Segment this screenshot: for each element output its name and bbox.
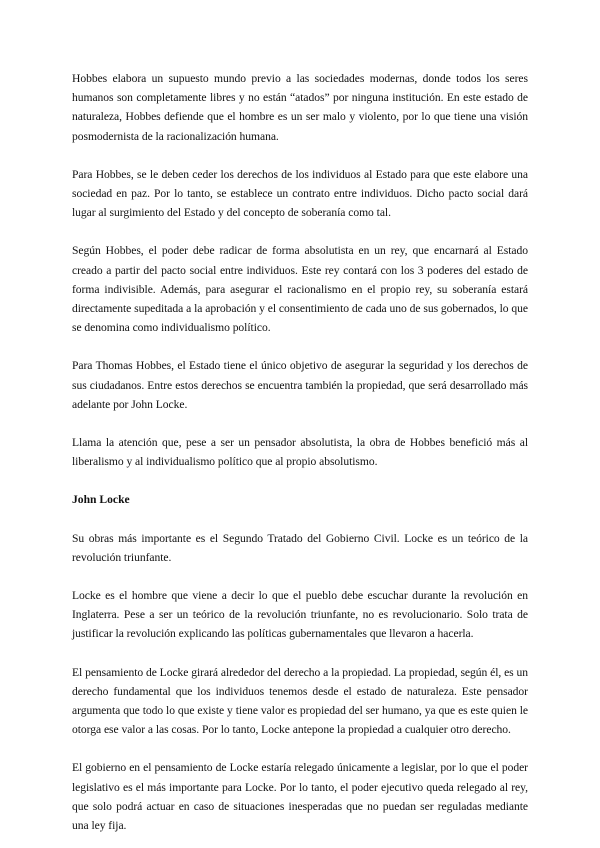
section-heading-john-locke: John Locke	[72, 493, 130, 507]
paragraph-locke-revolution: Locke es el hombre que viene a decir lo que el pueblo debe escuchar durante la revolución en Inglaterra. Pese a ser un teórico de la revolución triunfante, no es revolucionario. Solo trata de justificar la revolución explicando las políticas gubernamentales que llevaron a hacerla.	[72, 589, 528, 641]
paragraph-hobbes-state-objective: Para Thomas Hobbes, el Estado tiene el único objetivo de asegurar la seguridad y los derechos de sus ciudadanos. Entre estos derechos se encuentra también la propiedad, que será desarrollado más adelante por John Locke.	[72, 359, 528, 411]
paragraph-hobbes-social-contract: Para Hobbes, se le deben ceder los derechos de los individuos al Estado para que este elabore una sociedad en paz. Por lo tanto, se establece un contrato entre individuos. Dicho pacto social dará lugar al surgimiento del Estado y del concepto de soberanía como tal.	[72, 167, 528, 220]
paragraph-locke-government: El gobierno en el pensamiento de Locke estaría relegado únicamente a legislar, por lo que el poder legislativo es el más importante para Locke. Por lo tanto, el poder ejecutivo queda relegado al rey, que solo podrá actuar en caso de situaciones inesperadas que no puedan ser reguladas mediante una ley fija.	[72, 761, 528, 833]
paragraph-hobbes-absolutist-power: Según Hobbes, el poder debe radicar de forma absolutista en un rey, que encarnará al Estado creado a partir del pacto social entre individuos. Este rey contará con los 3 poderes del estado de forma indivisible. Además, para asegurar el racionalismo en el propio rey, su soberanía estará directamente supeditada a la aprobación y el consentimiento de cada uno de sus gobernados, lo que se denomina como individualismo político.	[72, 244, 528, 335]
paragraph-locke-property: El pensamiento de Locke girará alrededor del derecho a la propiedad. La propiedad, según él, es un derecho fundamental que los individuos tenemos desde el estado de naturaleza. Este pensador argumenta que todo lo que existe y tiene valor es propiedad del ser humano, ya que es este quien le otorga ese valor a las cosas. Por lo tanto, Locke antepone la propiedad a cualquier otro derecho.	[72, 665, 528, 737]
paragraph-hobbes-legacy: Llama la atención que, pese a ser un pensador absolutista, la obra de Hobbes benefició más al liberalismo y al individualismo político que al propio absolutismo.	[72, 436, 528, 469]
paragraph-hobbes-state-of-nature: Hobbes elabora un supuesto mundo previo a las sociedades modernas, donde todos los seres humanos son completamente libres y no están “atados” por ninguna institución. En este estado de naturaleza, Hobbes defiende que el hombre es un ser malo y violento, por lo que tiene una visión posmodernista de la racionalización humana.	[72, 72, 528, 143]
paragraph-locke-works: Su obras más importante es el Segundo Tratado del Gobierno Civil. Locke es un teórico de la revolución triunfante.	[72, 531, 528, 564]
